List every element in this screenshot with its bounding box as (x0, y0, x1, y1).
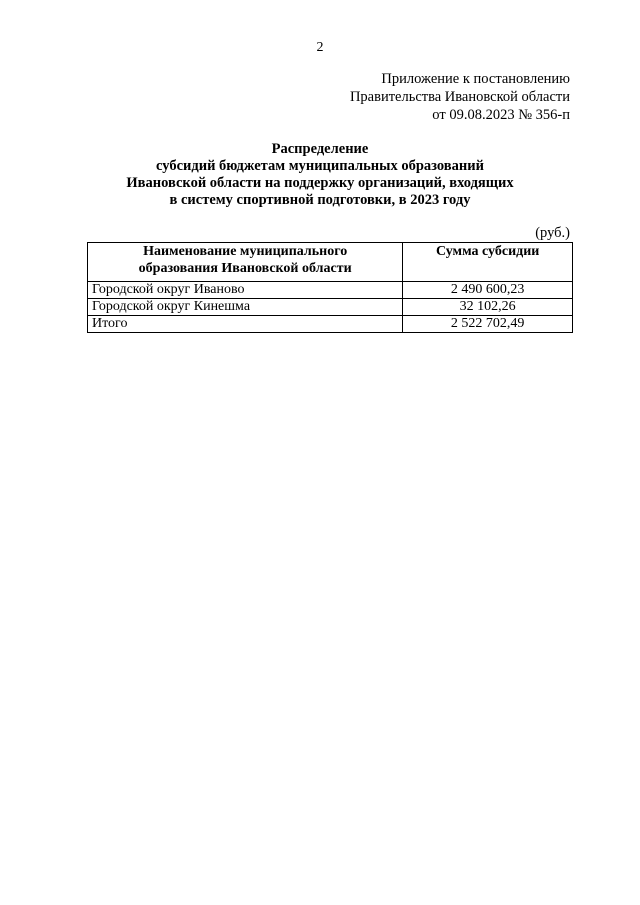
table-row (88, 299, 573, 316)
annex-line: Приложение к постановлению (381, 71, 570, 87)
header-municipality-line: Наименование муниципального (143, 244, 348, 259)
title-line: Распределение (271, 141, 369, 157)
table-row (88, 282, 573, 299)
title-line: в систему спортивной подготовки, в 2023 году (169, 192, 471, 208)
header-subsidy-sum: Сумма субсидии (403, 243, 573, 282)
municipality-name: Городской округ Кинешма (88, 299, 403, 316)
annex-line: Правительства Ивановской области (349, 89, 570, 105)
subsidy-amount: 32 102,26 (403, 299, 573, 316)
document-title (0, 141, 640, 209)
header-municipality (88, 243, 403, 282)
header-municipality-line: образования Ивановской области (138, 261, 352, 276)
total-label: Итого (88, 316, 403, 333)
annex-line: от 09.08.2023 № 356-п (432, 107, 570, 123)
currency-unit: (руб.) (535, 225, 570, 241)
annex-header (350, 70, 570, 124)
municipality-name: Городской округ Иваново (88, 282, 403, 299)
title-line: Ивановской области на поддержку организаций, входящих (126, 175, 514, 191)
page-number: 2 (316, 40, 324, 55)
subsidy-amount: 2 490 600,23 (403, 282, 573, 299)
total-amount: 2 522 702,49 (403, 316, 573, 333)
table-total-row (88, 316, 573, 333)
table-header-row (88, 243, 573, 282)
title-line: субсидий бюджетам муниципальных образований (156, 158, 484, 174)
subsidy-table (87, 242, 573, 333)
